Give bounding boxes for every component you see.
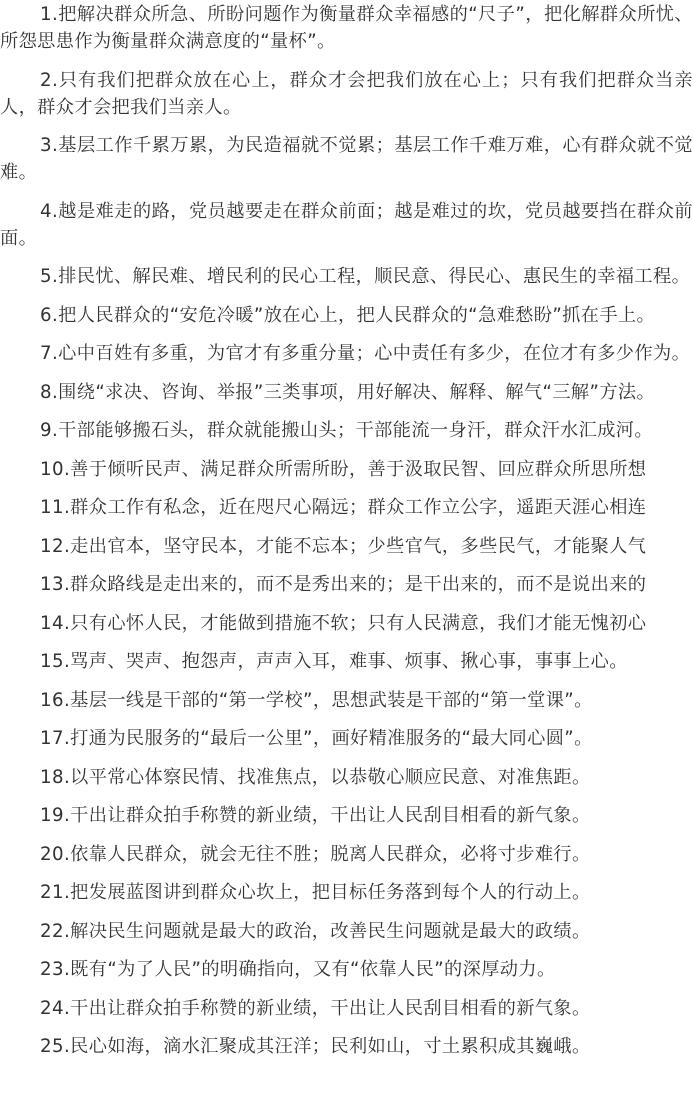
paragraph-item: 14.只有心怀人民，才能做到措施不软；只有人民满意，我们才能无愧初心 bbox=[40, 612, 647, 634]
paragraph-item: 11.群众工作有私念，近在咫尺心隔远；群众工作立公字，遥距天涯心相连 bbox=[40, 497, 647, 518]
paragraph-item: 13.群众路线是走出来的，而不是秀出来的；是干出来的，而不是说出来的 bbox=[40, 574, 647, 595]
paragraph-item: 1.把解决群众所急、所盼问题作为衡量群众幸福感的“尺子”，把化解群众所忧、所怨思患作为衡量群众满意度的“量杯”。 bbox=[0, 4, 693, 52]
paragraph-item: 5.排民忧、解民难、增民利的民心工程，顺民意、得民心、惠民生的幸福工程。 bbox=[40, 266, 691, 287]
paragraph-item: 17.打通为民服务的“最后一公里”，画好精准服务的“最大同心圆”。 bbox=[40, 728, 593, 749]
paragraph-item: 7.心中百姓有多重，为官才有多重分量；心中责任有多少，在位才有多少作为。 bbox=[40, 343, 691, 364]
paragraph-item: 23.既有“为了人民”的明确指向，又有“依靠人民”的深厚动力。 bbox=[40, 959, 556, 980]
paragraph-item: 24.干出让群众拍手称赞的新业绩，干出让人民刮目相看的新气象。 bbox=[40, 997, 591, 1019]
paragraph-item: 4.越是难走的路，党员越要走在群众前面；越是难过的坎，党员越要挡在群众前面。 bbox=[0, 200, 693, 249]
paragraph-item: 8.围绕“求决、咨询、举报”三类事项，用好解决、解释、解气“三解”方法。 bbox=[40, 381, 656, 403]
paragraph-item: 12.走出官本，坚守民本，才能不忘本；少些官气，多些民气，才能聚人气 bbox=[40, 535, 647, 557]
paragraph-item: 18.以平常心体察民情、找准焦点，以恭敬心顺应民意、对准焦距。 bbox=[40, 766, 591, 788]
paragraph-item: 25.民心如海，滴水汇聚成其汪洋；民利如山，寸土累积成其巍峨。 bbox=[40, 1036, 591, 1057]
paragraph-item: 6.把人民群众的“安危冷暖”放在心上，把人民群众的“急难愁盼”抓在手上。 bbox=[40, 304, 656, 326]
paragraph-item: 22.解决民生问题就是最大的政治，改善民生问题就是最大的政绩。 bbox=[40, 920, 591, 942]
paragraph-item: 20.依靠人民群众，就会无往不胜；脱离人民群众，必将寸步难行。 bbox=[40, 843, 591, 865]
paragraph-item: 10.善于倾听民声、满足群众所需所盼，善于汲取民智、回应群众所思所想 bbox=[40, 458, 647, 480]
paragraph-item: 3.基层工作千累万累，为民造福就不觉累；基层工作千难万难，心有群众就不觉难。 bbox=[0, 135, 693, 183]
paragraph-item: 19.干出让群众拍手称赞的新业绩，干出让人民刮目相看的新气象。 bbox=[40, 805, 591, 826]
paragraph-item: 21.把发展蓝图讲到群众心坎上，把目标任务落到每个人的行动上。 bbox=[40, 882, 591, 903]
paragraph-item: 9.干部能够搬石头，群众就能搬山头；干部能流一身汗，群众汗水汇成河。 bbox=[40, 420, 653, 441]
paragraph-item: 2.只有我们把群众放在心上，群众才会把我们放在心上；只有我们把群众当亲人，群众才会把我们当亲人。 bbox=[0, 69, 693, 118]
paragraph-item: 15.骂声、哭声、抱怨声，声声入耳，难事、烦事、揪心事，事事上心。 bbox=[40, 651, 628, 672]
paragraph-item: 16.基层一线是干部的“第一学校”，思想武装是干部的“第一堂课”。 bbox=[40, 689, 593, 711]
